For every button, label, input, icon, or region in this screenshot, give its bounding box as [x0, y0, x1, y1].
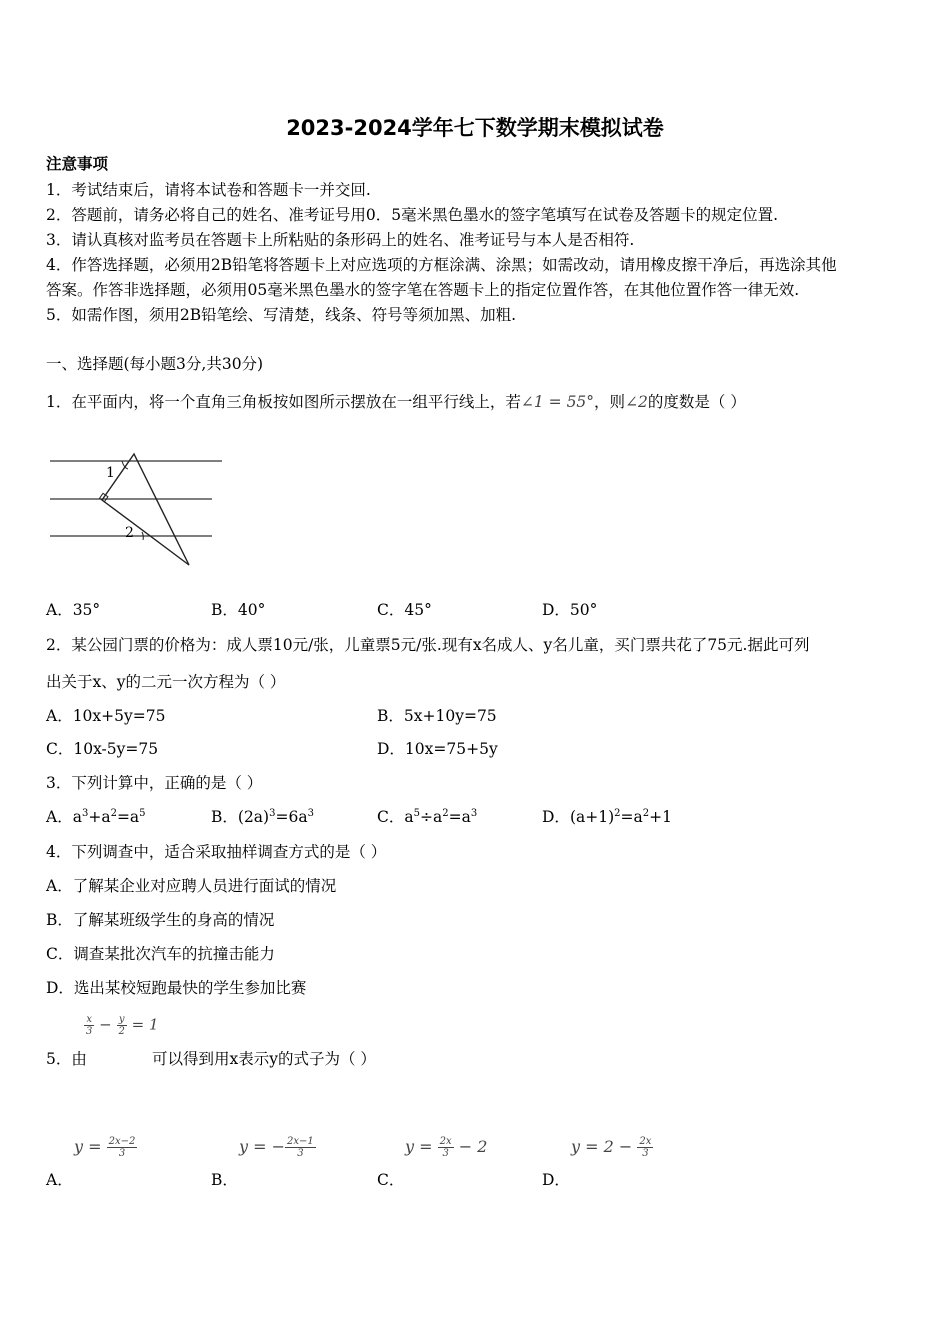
- q5-option-a[interactable]: A．: [46, 1171, 73, 1189]
- q5-a-num: 2x−2: [108, 1136, 136, 1147]
- question-2-line2: 出关于x、y的二元一次方程为（ ）: [46, 673, 286, 691]
- question-2-line1: 2．某公园门票的价格为：成人票10元/张，儿童票5元/张.现有x名成人、y名儿童，买门票共花了75元.据此可列: [46, 636, 810, 654]
- q5-d-frac: [637, 1136, 653, 1159]
- q5-answer-a-math: [74, 1136, 137, 1159]
- q3-b-term: =6a: [275, 808, 308, 826]
- q5-d-num: 2x: [639, 1136, 652, 1147]
- q1-option-d[interactable]: D．50°: [542, 601, 598, 619]
- q5-rhs: = 1: [131, 1015, 159, 1034]
- q4-option-b[interactable]: B．了解某班级学生的身高的情况: [46, 911, 275, 929]
- notice-item-2: 2．答题前，请务必将自己的姓名、准考证号用0．5毫米黑色墨水的签字笔填写在试卷及答题卡的规定位置.: [46, 206, 779, 224]
- q3-b-term: (2a): [237, 808, 270, 826]
- question-5-post: 可以得到用x表示y的式子为（ ）: [152, 1050, 376, 1068]
- q3-a-exp: 3: [81, 807, 89, 819]
- q3-c-term: ÷a: [420, 808, 443, 826]
- q5-frac-1-den: 3: [86, 1026, 93, 1037]
- q3-d-exp: 2: [642, 807, 650, 819]
- q3-a-exp: 5: [139, 807, 146, 819]
- q5-option-b[interactable]: B．: [211, 1171, 238, 1189]
- q5-d-lhs: y = 2 −: [571, 1137, 638, 1156]
- q1-option-a[interactable]: A．35°: [46, 601, 101, 619]
- q3-option-c[interactable]: [377, 805, 477, 827]
- q5-answer-d-math: [571, 1136, 653, 1159]
- right-triangle: [102, 454, 189, 565]
- q5-b-frac: [285, 1136, 316, 1159]
- notice-item-4-cont: 答案。作答非选择题，必须用05毫米黑色墨水的签字笔在答题卡上的指定位置作答，在其他位置作答一律无效.: [46, 281, 800, 299]
- q5-c-tail: − 2: [453, 1137, 488, 1156]
- q3-c-term: a: [404, 808, 414, 826]
- q3-c-exp: 2: [442, 807, 449, 819]
- q5-answer-b-math: [239, 1136, 316, 1159]
- q5-frac-1-num: x: [84, 1014, 94, 1026]
- q5-answer-c-math: [405, 1136, 487, 1159]
- q2-option-c[interactable]: C．10x-5y=75: [46, 740, 159, 758]
- q5-b-lhs: y = −: [239, 1137, 286, 1156]
- q3-a-exp: 2: [110, 807, 117, 819]
- notice-item-4: 4．作答选择题，必须用2B铅笔将答题卡上对应选项的方框涂满、涂黑；如需改动，请用橡皮擦干净后，再选涂其他: [46, 256, 837, 274]
- q5-b-num: 2x−1: [287, 1136, 314, 1147]
- q5-minus: −: [99, 1015, 112, 1034]
- q1-stem-post: 的度数是（ ）: [647, 393, 746, 411]
- q5-a-lhs: y =: [74, 1137, 107, 1156]
- q1-figure: [46, 448, 226, 573]
- q5-frac-2-den: 2: [118, 1026, 125, 1037]
- question-3-stem: 3．下列计算中，正确的是（ ）: [46, 774, 263, 792]
- q1-stem-pre: 1．在平面内，将一个直角三角板按如图所示摆放在一组平行线上，若: [46, 393, 521, 411]
- q5-equation: [84, 1014, 159, 1037]
- q3-c-exp: 3: [470, 807, 478, 819]
- q3-a-term: a: [72, 808, 82, 826]
- q1-option-c[interactable]: C．45°: [377, 601, 432, 619]
- q3-d-exp: 2: [614, 807, 621, 819]
- q3-option-d[interactable]: [542, 805, 672, 827]
- q5-a-frac: [107, 1136, 138, 1159]
- question-5-pre: 5．由: [46, 1050, 87, 1068]
- q5-option-c[interactable]: C．: [377, 1171, 405, 1189]
- q1-stem-mid: ，则: [594, 393, 626, 411]
- q3-a-term: =a: [116, 808, 140, 826]
- q3-a-label: A．: [46, 808, 73, 826]
- q5-frac-2: [117, 1014, 127, 1037]
- q5-a-den: 3: [118, 1148, 126, 1159]
- notice-item-3: 3．请认真核对监考员在答题卡上所粘贴的条形码上的姓名、准考证号与本人是否相符.: [46, 231, 635, 249]
- q1-angle1-math: ∠1 = 55°: [520, 393, 595, 411]
- q3-option-b[interactable]: [211, 805, 314, 827]
- q5-c-lhs: y =: [405, 1137, 438, 1156]
- page-title: 2023-2024学年七下数学期末模拟试卷: [286, 116, 664, 140]
- q3-c-term: =a: [448, 808, 471, 826]
- q4-option-d[interactable]: D．选出某校短跑最快的学生参加比赛: [46, 979, 307, 997]
- q3-d-term: (a+1): [569, 808, 615, 826]
- q5-frac-1: [84, 1014, 94, 1037]
- q5-c-frac: [438, 1136, 454, 1159]
- notice-item-1: 1．考试结束后，请将本试卷和答题卡一并交回.: [46, 181, 371, 199]
- q3-c-exp: 5: [413, 807, 420, 819]
- q4-option-c[interactable]: C．调查某批次汽车的抗撞击能力: [46, 945, 275, 963]
- q2-option-a[interactable]: A．10x+5y=75: [46, 707, 166, 725]
- q3-b-exp: 3: [269, 807, 276, 819]
- q3-option-a[interactable]: [46, 805, 146, 827]
- section-heading: 一、选择题(每小题3分,共30分): [46, 355, 264, 373]
- q3-d-term: +1: [649, 808, 672, 826]
- q5-d-den: 3: [642, 1148, 649, 1159]
- q3-a-term: +a: [88, 808, 111, 826]
- q4-option-a[interactable]: A．了解某企业对应聘人员进行面试的情况: [46, 877, 337, 895]
- angle1-label: 1: [106, 465, 115, 481]
- q3-c-label: C．: [377, 808, 405, 826]
- angle2-label: 2: [125, 525, 134, 541]
- q3-d-term: =a: [620, 808, 643, 826]
- question-1-stem: [46, 390, 746, 412]
- q5-frac-2-num: y: [117, 1014, 127, 1026]
- q5-c-num: 2x: [439, 1136, 452, 1147]
- notice-item-5: 5．如需作图，须用2B铅笔绘、写清楚，线条、符号等须加黑、加粗.: [46, 306, 517, 324]
- q3-d-label: D．: [542, 808, 570, 826]
- q2-option-d[interactable]: D．10x=75+5y: [377, 740, 498, 758]
- q1-option-b[interactable]: B．40°: [211, 601, 266, 619]
- q2-option-b[interactable]: B．5x+10y=75: [377, 707, 497, 725]
- q3-b-label: B．: [211, 808, 238, 826]
- question-4-stem: 4．下列调查中，适合采取抽样调查方式的是（ ）: [46, 843, 387, 861]
- q5-c-den: 3: [442, 1148, 449, 1159]
- q1-angle2-math: ∠2: [625, 393, 648, 411]
- q3-b-exp: 3: [307, 807, 314, 819]
- notice-heading: 注意事项: [46, 154, 109, 173]
- q5-option-d[interactable]: D．: [542, 1171, 570, 1189]
- q5-b-den: 3: [297, 1148, 304, 1159]
